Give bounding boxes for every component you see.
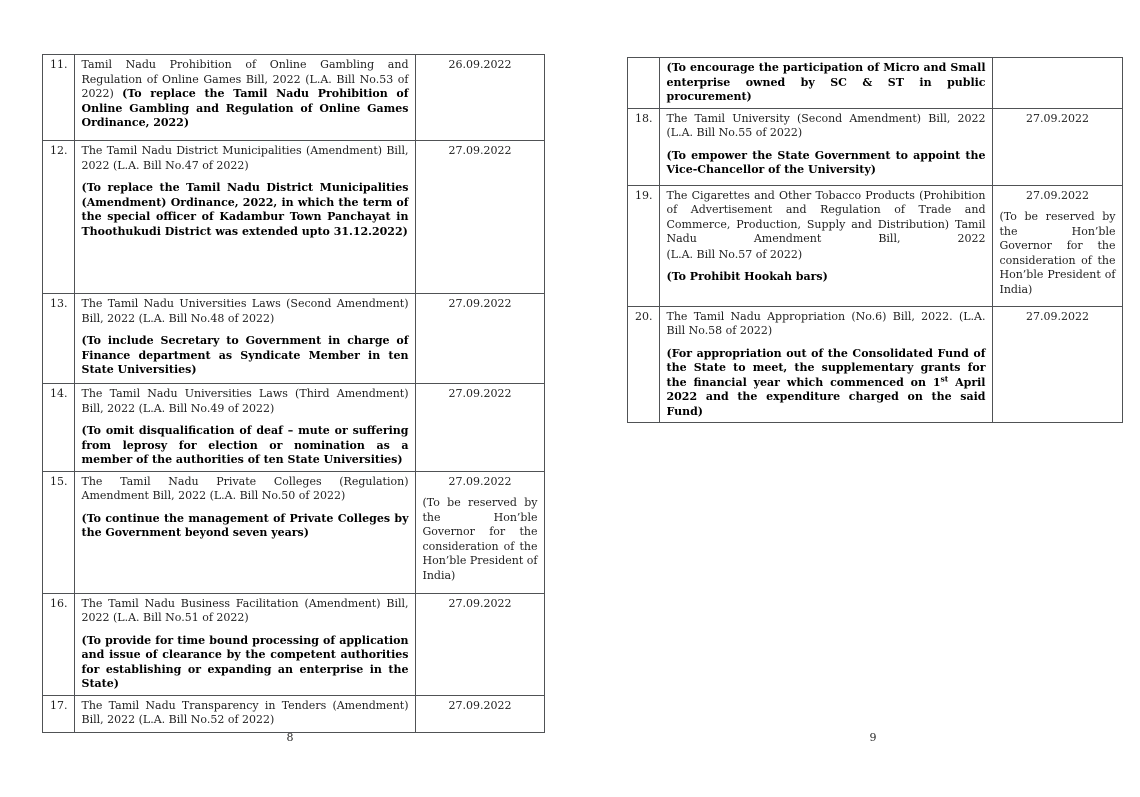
- bill-paragraph: [82, 144, 409, 173]
- presented-date: 27.09.2022: [1026, 309, 1089, 323]
- table-row: [43, 695, 545, 732]
- bill-purpose-text: (To empower the State Government to appoint the Vice-Chancellor of the University): [666, 148, 986, 176]
- bill-paragraph: [82, 58, 409, 131]
- bill-paragraph: [667, 189, 986, 247]
- bill-paragraph: [82, 181, 409, 239]
- governor-reservation-note: (To be reserved by the Hon’ble Governor for the consideration of the Hon’ble President of India): [999, 210, 1116, 296]
- row-number-cell: 12.: [43, 141, 75, 294]
- bill-title-text: The Tamil Nadu Private Colleges (Regulation) Amendment Bill, 2022 (L.A. Bill No.50 of 2022): [81, 474, 409, 502]
- presented-date: 27.09.2022: [448, 387, 512, 400]
- date-cell: [992, 58, 1122, 109]
- bill-title-text: The Tamil University (Second Amendment) Bill, 2022 (L.A. Bill No.55 of 2022): [666, 111, 986, 139]
- bill-paragraph: [82, 424, 409, 468]
- bill-paragraph: [667, 61, 986, 105]
- row-number-cell: 11.: [43, 55, 75, 141]
- table-row: [43, 294, 545, 384]
- row-number-cell: 18.: [628, 108, 660, 185]
- bill-purpose-text: (For appropriation out of the Consolidated Fund of the State to meet, the supplementary grants for the financial year which commenced on 1: [666, 346, 986, 389]
- bill-description-cell: [74, 695, 415, 732]
- bill-title-text: The Tamil Nadu Transparency in Tenders (Amendment) Bill, 2022 (L.A. Bill No.52 of 2022): [81, 698, 409, 726]
- table-row: [628, 108, 1123, 185]
- date-cell: [415, 471, 544, 593]
- row-number-cell: 17.: [43, 695, 75, 732]
- bill-title-text: The Tamil Nadu Universities Laws (Second Amendment) Bill, 2022 (L.A. Bill No.48 of 2022): [81, 297, 409, 325]
- right-page: [627, 57, 1123, 423]
- bill-paragraph: [82, 634, 409, 692]
- bill-paragraph: [667, 248, 986, 263]
- bill-paragraph: [82, 387, 409, 416]
- row-number-cell: 13.: [43, 294, 75, 384]
- bill-purpose-text: April 2022 and the expenditure charged on the said Fund): [666, 375, 986, 418]
- row-number-cell: 16.: [43, 593, 75, 695]
- bill-paragraph: [82, 334, 409, 378]
- row-number-cell: 14.: [43, 384, 75, 472]
- table-row: [43, 55, 545, 141]
- date-cell: [992, 108, 1122, 185]
- bill-paragraph: [667, 310, 986, 339]
- page-number-left: 8: [286, 731, 294, 744]
- table-row: [43, 593, 545, 695]
- bill-purpose-text: (To provide for time bound processing of application and issue of clearance by the competent authorities for establishing or expanding an enterprise in the State): [81, 633, 409, 690]
- row-number-cell: [628, 58, 660, 109]
- bill-paragraph: [667, 149, 986, 178]
- date-cell: [415, 55, 544, 141]
- governor-reservation-note: (To be reserved by the Hon’ble Governor for the consideration of the Hon’ble President of India): [422, 496, 538, 582]
- bill-paragraph: [82, 597, 409, 626]
- bill-description-cell: [74, 384, 415, 472]
- date-cell: [992, 185, 1122, 306]
- bill-title-text: The Tamil Nadu Appropriation (No.6) Bill, 2022. (L.A. Bill No.58 of 2022): [666, 309, 986, 337]
- presented-date: 27.09.2022: [448, 474, 512, 488]
- date-cell: [992, 306, 1122, 423]
- bill-title-text: The Tamil Nadu Universities Laws (Third Amendment) Bill, 2022 (L.A. Bill No.49 of 2022): [81, 387, 409, 415]
- row-number-cell: 20.: [628, 306, 660, 423]
- bill-purpose-text: (To Prohibit Hookah bars): [666, 270, 828, 283]
- bill-description-cell: [74, 593, 415, 695]
- table-row: [43, 471, 545, 593]
- bill-title-text: The Tamil Nadu Business Facilitation (Amendment) Bill, 2022 (L.A. Bill No.51 of 2022): [81, 596, 409, 624]
- row-number-cell: 15.: [43, 471, 75, 593]
- date-cell: [415, 141, 544, 294]
- page-number-right: 9: [869, 731, 877, 744]
- table-row: [628, 185, 1123, 306]
- presented-date: 26.09.2022: [448, 58, 512, 71]
- table-row: [43, 141, 545, 294]
- row-number-cell: 19.: [628, 185, 660, 306]
- bill-paragraph: [82, 699, 409, 728]
- bill-title-text: (L.A. Bill No.57 of 2022): [666, 247, 803, 261]
- date-cell: [415, 695, 544, 732]
- bill-purpose-text: (To include Secretary to Government in charge of Finance department as Syndicate Member in ten State Universities): [81, 334, 409, 376]
- bill-purpose-text: (To omit disqualification of deaf – mute or suffering from leprosy for election or nomination as a member of the authorities of ten State Universities): [81, 424, 409, 466]
- date-cell: [415, 294, 544, 384]
- table-row: [43, 384, 545, 472]
- bill-description-cell: [74, 55, 415, 141]
- date-cell: [415, 593, 544, 695]
- bill-title-text: The Cigarettes and Other Tobacco Products (Prohibition of Advertisement and Regulation of Trade and Commerce, Production, Supply and Distribution) Tamil Nadu Amendment Bill, 2022: [666, 188, 986, 245]
- bill-paragraph: [82, 475, 409, 504]
- bill-purpose-text: (To replace the Tamil Nadu Prohibition of Online Gambling and Regulation of Online Games Ordinance, 2022): [81, 87, 409, 129]
- bill-title-text: Tamil Nadu Prohibition of Online Gambling and Regulation of Online Games Bill, 2022 (L.A. Bill No.53 of 2022): [81, 58, 409, 100]
- bill-paragraph: [667, 347, 986, 420]
- bill-title-text: The Tamil Nadu District Municipalities (Amendment) Bill, 2022 (L.A. Bill No.47 of 2022): [81, 144, 409, 172]
- bills-table-right-page: [627, 57, 1123, 423]
- bill-description-cell: [659, 108, 992, 185]
- bill-description-cell: [74, 471, 415, 593]
- bill-paragraph: [82, 512, 409, 541]
- bill-paragraph: [667, 112, 986, 141]
- bill-purpose-text: st: [940, 373, 949, 383]
- bill-paragraph: [667, 270, 986, 285]
- bill-purpose-text: (To replace the Tamil Nadu District Municipalities (Amendment) Ordinance, 2022, in which the term of the special officer of Kadambur Town Panchayat in Thoothukudi District was extended upto 31.12.2022): [81, 181, 409, 238]
- bill-description-cell: [659, 185, 992, 306]
- bill-description-cell: [659, 306, 992, 423]
- presented-date: 27.09.2022: [448, 698, 512, 712]
- presented-date: 27.09.2022: [1026, 111, 1089, 125]
- bill-purpose-text: (To continue the management of Private Colleges by the Government beyond seven years): [81, 511, 409, 539]
- bill-description-cell: [74, 141, 415, 294]
- table-row: [628, 58, 1123, 109]
- presented-date: 27.09.2022: [448, 144, 512, 157]
- left-page: [42, 54, 545, 733]
- presented-date: 27.09.2022: [448, 297, 512, 310]
- date-cell: [415, 384, 544, 472]
- table-row: [628, 306, 1123, 423]
- bill-purpose-text: (To encourage the participation of Micro and Small enterprise owned by SC & ST in public procurement): [666, 61, 986, 103]
- presented-date: 27.09.2022: [1026, 188, 1089, 202]
- bills-table-left-page: [42, 54, 545, 733]
- bill-description-cell: [74, 294, 415, 384]
- bill-paragraph: [82, 297, 409, 326]
- bill-description-cell: [659, 58, 992, 109]
- presented-date: 27.09.2022: [448, 596, 512, 610]
